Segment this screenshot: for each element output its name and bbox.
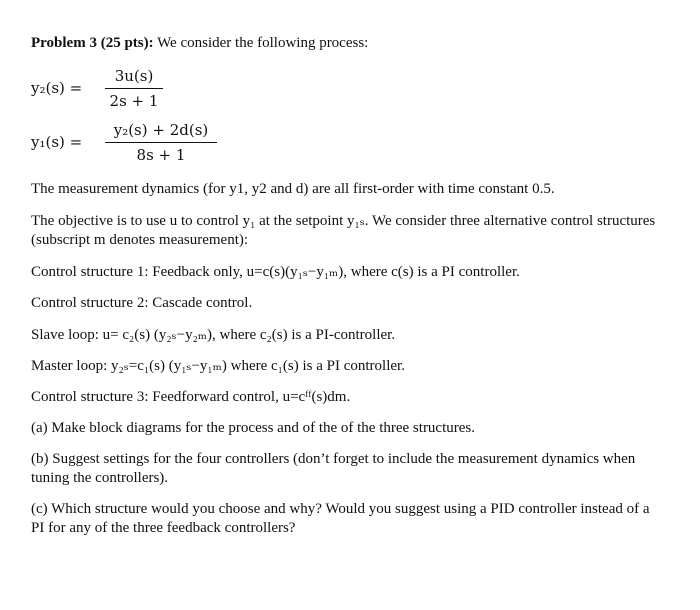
measurement-text: The measurement dynamics (for y1, y2 and d) are all first-order with time constant 0.5. <box>31 181 555 197</box>
control-structure-2: Control structure 2: Cascade control. <box>31 295 253 311</box>
equation-y2-numerator: 3u(s) <box>114 67 154 85</box>
equation-y2-lhs: y₂(s) = <box>31 79 83 97</box>
equation-y1-numerator: y₂(s) + 2d(s) <box>113 121 209 139</box>
fraction-bar <box>105 88 163 89</box>
question-c: (c) Which structure would you choose and why? Would you suggest using a PID controller instead of a PI for any of the three feedback controllers? <box>31 501 650 536</box>
problem-intro: We consider the following process: <box>153 35 369 51</box>
question-a: (a) Make block diagrams for the process and of the of the three structures. <box>31 420 476 436</box>
objective-text: The objective is to use u to control y₁ at the setpoint y₁ₛ. We consider three alternative control structures (subscript m denotes measurement): <box>31 213 656 248</box>
equation-y1-lhs: y₁(s) = <box>31 133 83 151</box>
slave-loop-text: Slave loop: u= c₂(s) (y₂ₛ−y₂ₘ), where c₂(s) is a PI-controller. <box>31 327 396 343</box>
control-structure-3: Control structure 3: Feedforward control, u=cᶠᶠ(s)dm. <box>31 389 351 405</box>
master-loop-text: Master loop: y₂ₛ=c₁(s) (y₁ₛ−y₁ₘ) where c₁(s) is a PI controller. <box>31 358 405 374</box>
equation-y2-denominator: 2s + 1 <box>109 92 159 110</box>
fraction-bar <box>105 142 217 143</box>
equation-y1 <box>31 120 251 168</box>
equation-y1-denominator: 8s + 1 <box>136 146 186 164</box>
equation-y1-fraction <box>105 120 217 165</box>
equation-y2 <box>31 66 231 114</box>
question-b: (b) Suggest settings for the four controllers (don’t forget to include the measurement dynamics when tuning the controllers). <box>31 451 636 486</box>
problem-heading <box>31 34 368 53</box>
equation-y2-fraction <box>105 66 163 111</box>
problem-title: Problem 3 (25 pts): <box>31 35 154 51</box>
control-structure-1: Control structure 1: Feedback only, u=c(s)(y₁ₛ−y₁ₘ), where c(s) is a PI controller. <box>31 264 520 280</box>
